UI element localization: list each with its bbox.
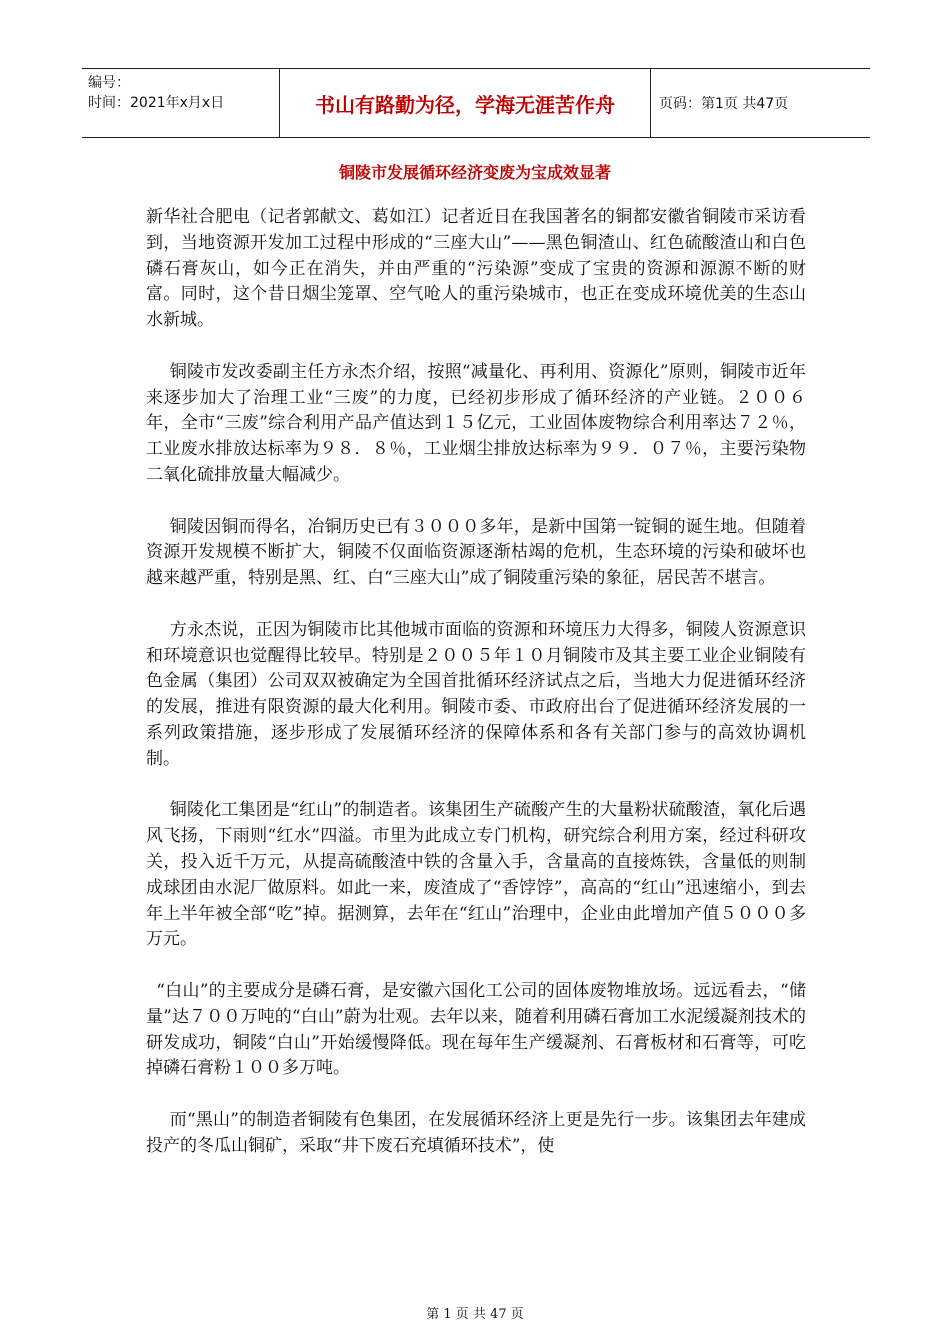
document-header <box>82 68 870 138</box>
paragraph-5: 铜陵化工集团是“红山”的制造者。该集团生产硫酸产生的大量粉状硫酸渣，氧化后遇风飞扬，下雨则“红水”四溢。市里为此成立专门机构，研究综合利用方案，经过科研攻关，投入近千万元，从提高硫酸渣中铁的含量入手，含量高的直接炼铁，含量低的则制成球团由水泥厂做原料。如此一来，废渣成了“香饽饽”，高高的“红山”迅速缩小，到去年上半年被全部“吃”掉。据测算，去年在“红山”治理中，企业由此增加产值５０００多万元。 <box>146 800 806 950</box>
paragraph-4: 方永杰说，正因为铜陵市比其他城市面临的资源和环境压力大得多，铜陵人资源意识和环境意识也觉醒得比较早。特别是２００５年１０月铜陵市及其主要工业企业铜陵有色金属（集团）公司双双被确定为全国首批循环经济试点之后，当地大力促进循环经济的发展，推进有限资源的最大化利用。铜陵市委、市政府出台了促进循环经济发展的一系列政策措施，逐步形成了发展循环经济的保障体系和各有关部门参与的高效协调机制。 <box>146 619 806 769</box>
page-footer: 第 1 页 共 47 页 <box>426 1307 524 1322</box>
header-time: 时间：2021年x月x日 <box>88 95 225 111</box>
header-meta <box>82 69 280 137</box>
paragraph-2: 铜陵市发改委副主任方永杰介绍，按照“减量化、再利用、资源化”原则，铜陵市近年来逐步加大了治理工业“三废”的力度，已经初步形成了循环经济的产业链。２００６年，全市“三废”综合利用产品产值达到１５亿元，工业固体废物综合利用率达７２％，工业废水排放达标率为９８．８％，工业烟尘排放达标率为９９．０７％，主要污染物二氧化硫排放量大幅减少。 <box>146 361 806 485</box>
paragraph-1: 新华社合肥电（记者郭献文、葛如江）记者近日在我国著名的铜都安徽省铜陵市采访看到，当地资源开发加工过程中形成的“三座大山”——黑色铜渣山、红色硫酸渣山和白色磷石膏灰山，如今正在消失，并由严重的“污染源”变成了宝贵的资源和源源不断的财富。同时，这个昔日烟尘笼罩、空气呛人的重污染城市，也正在变成环境优美的生态山水新城。 <box>146 207 806 331</box>
paragraph-7: 而“黑山”的制造者铜陵有色集团，在发展循环经济上更是先行一步。该集团去年建成投产的冬瓜山铜矿，采取“井下废石充填循环技术”，使 <box>146 1109 806 1156</box>
article-body <box>146 205 806 1185</box>
header-motto <box>280 69 651 137</box>
header-page-info <box>651 69 870 137</box>
paragraph-3: 铜陵因铜而得名，冶铜历史已有３０００多年，是新中国第一锭铜的诞生地。但随着资源开发规模不断扩大，铜陵不仅面临资源逐渐枯竭的危机，生态环境的污染和破坏也越来越严重，特别是黑、红、白“三座大山”成了铜陵重污染的象征，居民苦不堪言。 <box>146 516 806 589</box>
page-info-text: 页码：第1页 共47页 <box>659 96 789 112</box>
article-title: 铜陵市发展循环经济变废为宝成效显著 <box>338 163 611 182</box>
paragraph-6: “白山”的主要成分是磷石膏，是安徽六国化工公司的固体废物堆放场。远远看去，“储量”达７００万吨的“白山”蔚为壮观。去年以来，随着利用磷石膏加工水泥缓凝剂技术的研发成功，铜陵“白山”开始缓慢降低。现在每年生产缓凝剂、石膏板材和石膏等，可吃掉磷石膏粉１００多万吨。 <box>146 980 806 1079</box>
motto-text: 书山有路勤为径，学海无涯苦作舟 <box>315 92 615 117</box>
header-number: 编号： <box>88 75 130 91</box>
